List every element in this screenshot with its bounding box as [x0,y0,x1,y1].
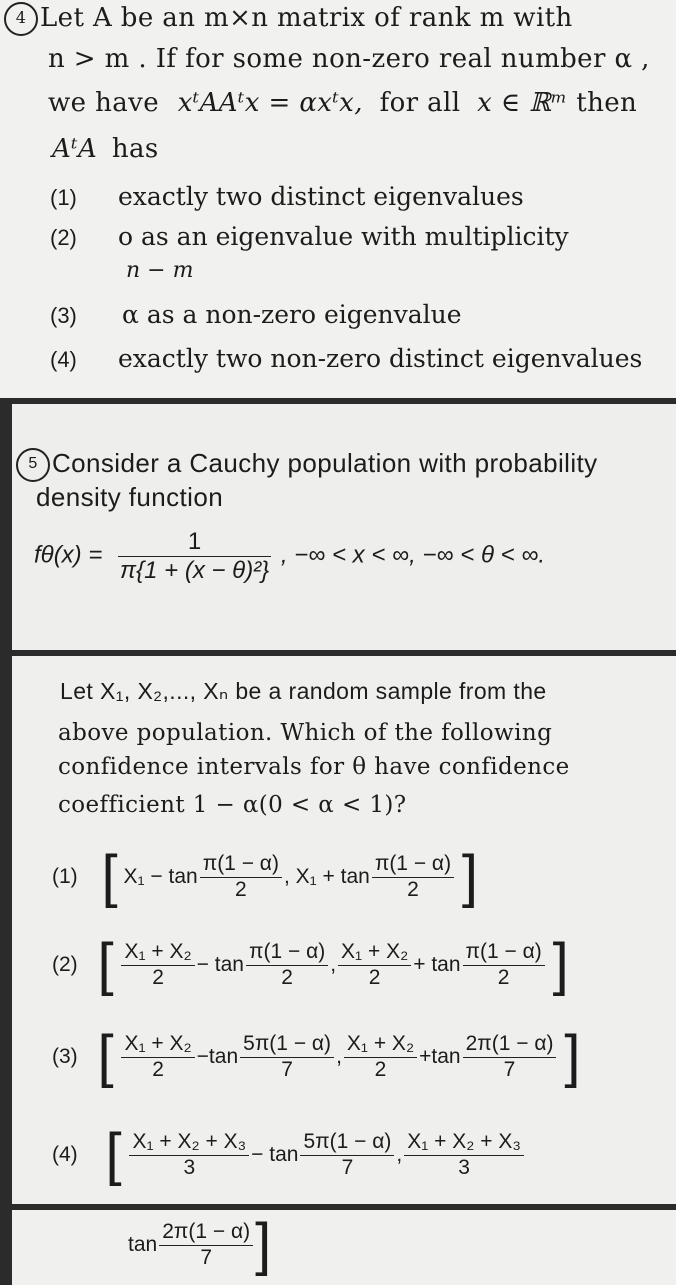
question-line-3: we have xᵗAAᵗx = αxᵗx, for all x ∈ ℝᵐ then [48,88,638,118]
option-4[interactable]: (4) exactly two non-zero distinct eigenvalues [50,344,643,373]
question-number-badge: 5 [16,448,50,482]
question-panel-eigenvalues [0,0,676,398]
option-2-multiplicity: n − m [126,258,194,283]
question-line-1: Let X₁, X₂,..., Xₙ be a random sample from the [60,678,547,704]
option-2[interactable]: (2) o as an eigenvalue with multiplicity [50,222,569,251]
question-line-2: above population. Which of the following [58,720,553,746]
question-panel-continuation [12,1210,676,1285]
question-panel-confidence-interval [12,656,676,1204]
question-line-3: confidence intervals for θ have confidence [58,754,570,780]
question-line-2: n > m . If for some non-zero real number α , [48,44,650,74]
question-panel-cauchy [12,404,676,650]
question-line-2: density function [36,482,224,512]
ci-option-4[interactable]: (4) [ $\frac{\text{X₁ + X₂ + X₃}}{3}$ − tan $\frac{5\pi(1 - \alpha)}{7}$ , $\frac{\text{X₁ + X₂ + X₃}}{3}$ [52,1126,526,1184]
question-line-4: AᵗA has [52,134,159,164]
pdf-fraction: $\frac{1}{\text{π\{1 + (x − θ)²\}}}$ [117,528,272,584]
ci-option-4-continued: tan $\frac{2\pi(1 - \alpha)}{7}$ ] [128,1212,272,1277]
ci-option-2[interactable]: (2) [ $\frac{\text{X₁ + X₂}}{2}$ − tan $\frac{\pi(1 - \alpha)}{2}$ , $\frac{\text{X₁ + X₂}}{2}$ + tan $\frac{\pi(1 - \alpha)}{2}$ ] [52,932,569,997]
question-line-1: 5 Consider a Cauchy population with probability [16,448,598,482]
option-3[interactable]: (3) α as a non-zero eigenvalue [50,300,462,329]
ci-option-3[interactable]: (3) [ $\frac{\text{X₁ + X₂}}{2}$ −tan $\frac{5\pi(1 - \alpha)}{7}$ , $\frac{\text{X₁ + X₂}}{2}$ +tan $\frac{2\pi(1 - \alpha)}{7}$ ] [52,1024,581,1089]
question-number-badge: 4 [4,2,38,36]
question-line-4: coefficient 1 − α(0 < α < 1)? [58,792,407,818]
question-line-1: 4 Let A be an m×n matrix of rank m with [4,2,573,36]
option-1[interactable]: (1) exactly two distinct eigenvalues [50,182,524,211]
pdf-formula: fθ(x) = $\frac{1}{\text{π\{1 + (x − θ)²\}}}$ , −∞ < x < ∞, −∞ < θ < ∞. [34,528,546,584]
ci-option-1[interactable]: (1) [ X₁ − tan $\frac{\pi(1 - \alpha)}{2}$ , X₁ + tan $\frac{\pi(1 - \alpha)}{2}$ ] [52,844,479,909]
